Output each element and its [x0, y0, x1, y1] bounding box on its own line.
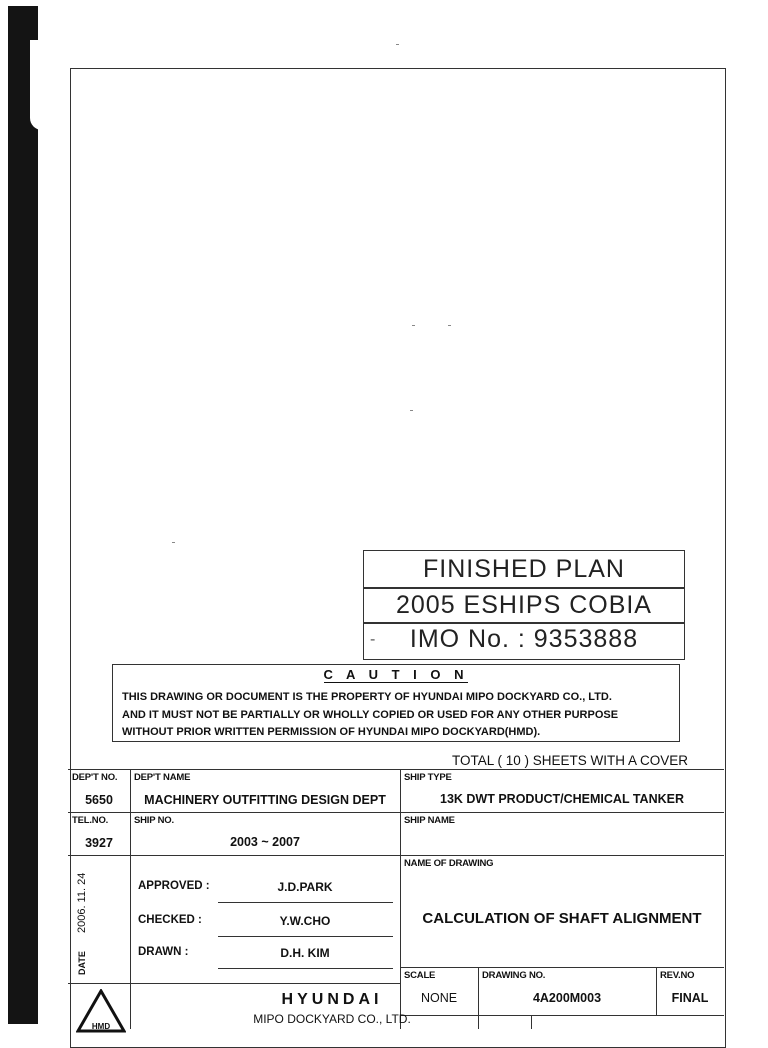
- title-block-rule: [130, 769, 131, 1029]
- title-block-rule: [68, 855, 724, 856]
- title-block: [68, 769, 724, 1029]
- dept-name-value: MACHINERY OUTFITTING DESIGN DEPT: [144, 793, 386, 807]
- logo-text: HMD: [91, 1022, 111, 1031]
- stamp-divider: [364, 622, 684, 624]
- checked-label: CHECKED :: [138, 914, 202, 926]
- ship-no-value: 2003 ~ 2007: [230, 835, 300, 849]
- caution-text: [122, 689, 673, 742]
- dept-no-label: DEP'T NO.: [72, 772, 118, 783]
- scan-speck: [396, 44, 399, 45]
- tel-value: 3927: [85, 836, 113, 850]
- signature-line: [218, 902, 393, 903]
- approved-value: J.D.PARK: [277, 880, 333, 894]
- rev-no-value: FINAL: [671, 991, 709, 1005]
- title-block-rule: [68, 983, 400, 984]
- company-subtitle: MIPO DOCKYARD CO., LTD.: [253, 1012, 411, 1026]
- signature-line: [218, 968, 393, 969]
- scan-binding-notch: [30, 40, 42, 130]
- company-logo-icon: [76, 989, 126, 1033]
- title-block-rule: [400, 967, 724, 968]
- stamp-mark: -: [370, 631, 376, 648]
- dept-no-value: 5650: [85, 793, 113, 807]
- stamp-divider: [364, 587, 684, 589]
- caution-line: AND IT MUST NOT BE PARTIALLY OR WHOLLY COPIED OR USED FOR ANY OTHER PURPOSE: [122, 708, 619, 721]
- tel-label: TEL.NO.: [72, 815, 109, 826]
- title-block-rule: [68, 769, 724, 770]
- ship-type-value: 13K DWT PRODUCT/CHEMICAL TANKER: [440, 792, 684, 806]
- date-value: 2006. 11. 24: [76, 872, 88, 934]
- ship-type-label: SHIP TYPE: [404, 772, 452, 783]
- drawn-label: DRAWN :: [138, 946, 189, 958]
- stamp-line-1: FINISHED PLAN: [423, 555, 625, 583]
- finished-plan-stamp: [363, 550, 685, 660]
- dept-name-label: DEP'T NAME: [134, 772, 191, 783]
- scan-speck: [448, 325, 451, 326]
- drawn-value: D.H. KIM: [280, 946, 330, 960]
- approved-label: APPROVED :: [138, 880, 210, 892]
- sheet-count-note: TOTAL ( 10 ) SHEETS WITH A COVER: [452, 753, 689, 768]
- checked-value: Y.W.CHO: [279, 914, 331, 928]
- scan-speck: [410, 410, 413, 411]
- caution-line: THIS DRAWING OR DOCUMENT IS THE PROPERTY OF HYUNDAI MIPO DOCKYARD CO., LTD.: [122, 691, 612, 703]
- drawing-no-label: DRAWING NO.: [482, 970, 546, 981]
- caution-box: [112, 664, 680, 742]
- company-name: HYUNDAI: [281, 991, 383, 1008]
- drawing-no-value: 4A200M003: [532, 991, 602, 1005]
- signature-line: [218, 936, 393, 937]
- stamp-line-2: 2005 ESHIPS COBIA: [395, 591, 652, 619]
- drawing-name-label: NAME OF DRAWING: [404, 858, 494, 869]
- rev-no-label: REV.NO: [660, 970, 695, 981]
- ship-name-label: SHIP NAME: [404, 815, 455, 826]
- title-block-rule: [531, 1015, 532, 1029]
- ship-no-label: SHIP NO.: [134, 815, 174, 826]
- stamp-line-3: IMO No. : 9353888: [409, 625, 639, 653]
- caution-line: WITHOUT PRIOR WRITTEN PERMISSION OF HYUNDAI MIPO DOCKYARD(HMD).: [122, 726, 541, 738]
- scan-speck: [172, 542, 175, 543]
- scale-value: NONE: [420, 991, 458, 1005]
- title-block-rule: [400, 769, 401, 1029]
- caution-title: C A U T I O N: [323, 667, 469, 682]
- scan-speck: [412, 325, 415, 326]
- date-label: DATE: [77, 951, 87, 975]
- scan-binding-edge: [8, 6, 38, 1024]
- title-block-rule: [68, 812, 724, 813]
- scale-label: SCALE: [404, 970, 436, 981]
- drawing-name-value: CALCULATION OF SHAFT ALIGNMENT: [422, 910, 702, 927]
